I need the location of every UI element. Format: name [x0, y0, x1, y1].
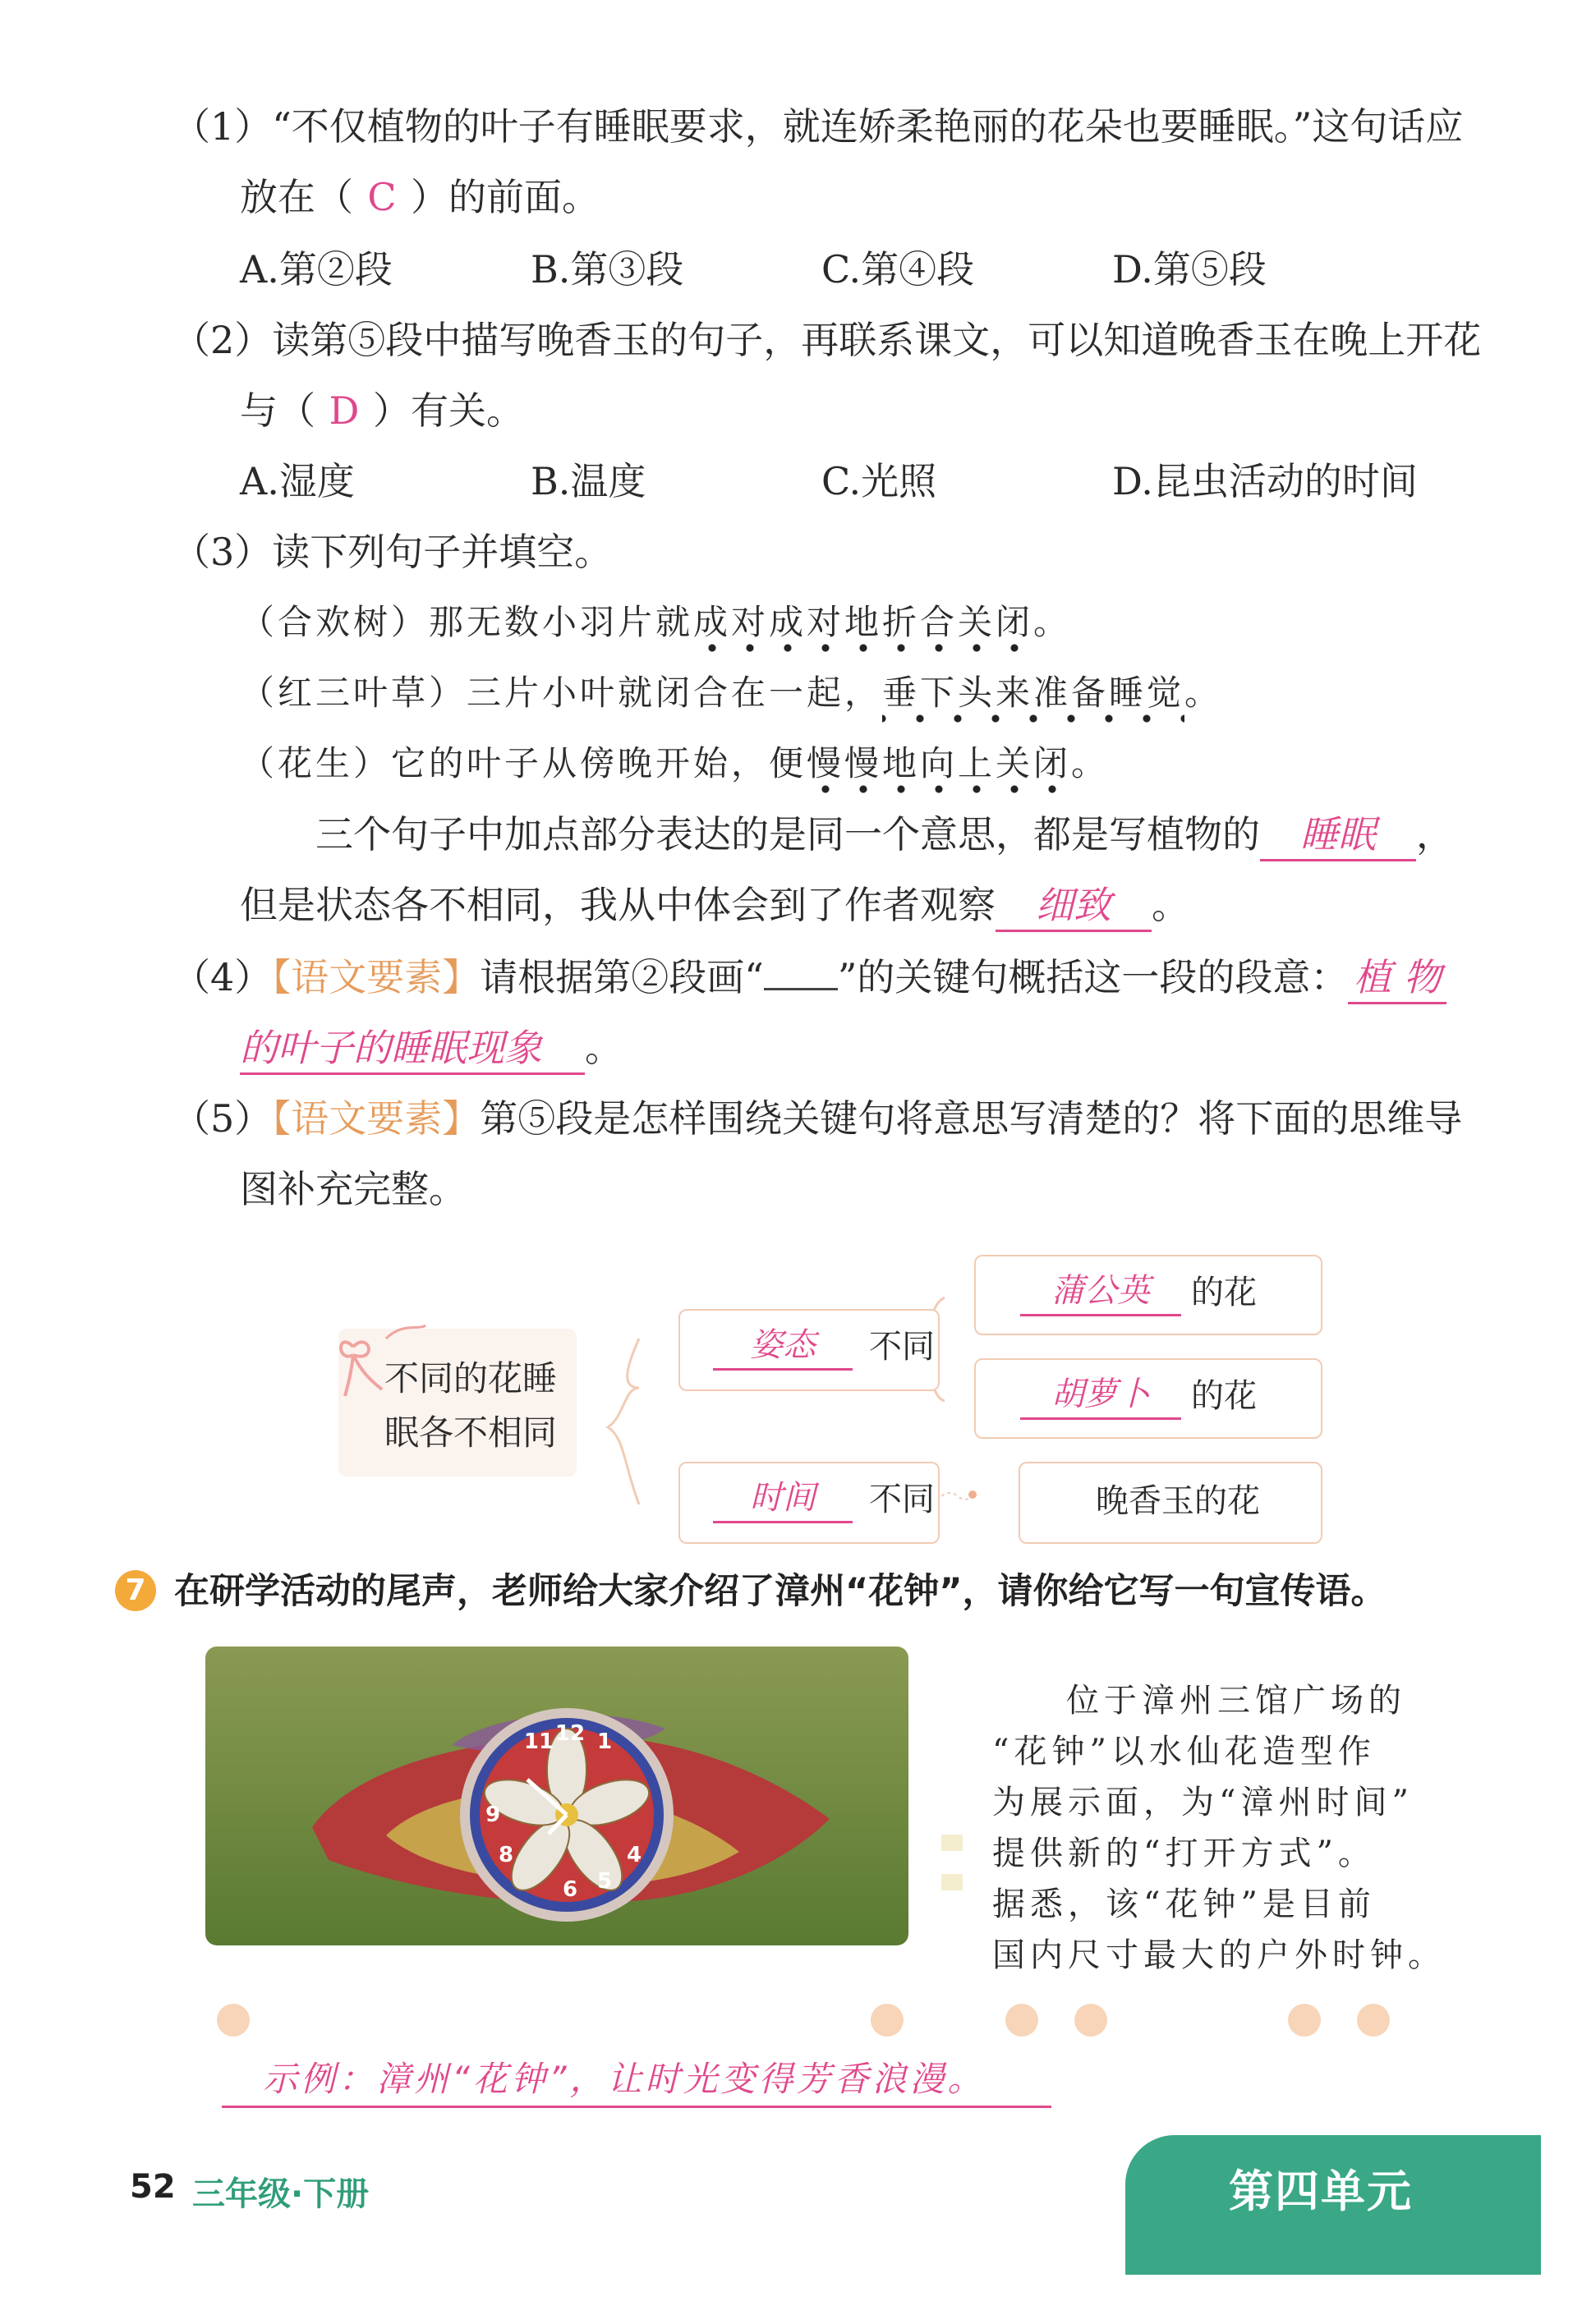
q1-text: “不仅植物的叶子有睡眠要求，就连娇柔艳丽的花朵也要睡眠。”这句话应 — [272, 104, 1464, 149]
decor-dot — [871, 2004, 904, 2037]
q3-fill-a-post: ， — [1416, 812, 1454, 857]
q1-text-post: ）的前面。 — [411, 175, 600, 219]
branch-1-suffix: 不同 — [869, 1328, 935, 1366]
q1-option-d: D.第⑤段 — [1112, 247, 1267, 292]
q1-option-a: A.第②段 — [240, 247, 393, 292]
clock-num-8: 8 — [498, 1843, 514, 1867]
q4-underline-mark — [764, 988, 838, 990]
branch-2-suffix: 不同 — [869, 1481, 935, 1518]
mindmap-branch-1 — [678, 1309, 940, 1391]
q3-number: （3） — [172, 530, 273, 574]
q5-number: （5） — [172, 1096, 273, 1141]
q3-sentence-3 — [240, 739, 1109, 788]
question-7-badge: 7 — [115, 1570, 156, 1611]
q3-fill-line-b — [240, 880, 1189, 932]
q2-number: （2） — [172, 318, 273, 362]
q3-s1-dotted: 成对成对地折合关闭 — [693, 602, 1033, 654]
grade-label: 三年级·下册 — [192, 2175, 370, 2213]
decor-dot — [1074, 2004, 1107, 2037]
clock-num-6: 6 — [562, 1877, 578, 1902]
q1-option-b: B.第③段 — [531, 247, 684, 292]
desc-line-4: 提供新的“打开方式”。 — [992, 1835, 1376, 1872]
page-number: 52 — [130, 2168, 176, 2206]
q4-answer-a: 植 物 — [1348, 953, 1446, 1004]
q7-prompt: 在研学活动的尾声，老师给大家介绍了漳州“花钟”，请你给它写一句宣传语。 — [174, 1571, 1387, 1612]
leaf-1-answer: 蒲公英 — [1020, 1268, 1181, 1316]
q3-s1-pre: （合欢树）那无数小羽片就 — [240, 602, 694, 642]
flower-clock-description — [992, 1675, 1446, 1981]
q5-line-b: 图补充完整。 — [240, 1167, 467, 1211]
q3-fill-line-a — [315, 810, 1454, 861]
q2-text: 读第⑤段中描写晚香玉的句子，再联系课文，可以知道晚香玉在晚上开花 — [272, 318, 1482, 362]
q3-fill-b-post: 。 — [1152, 883, 1189, 927]
q2-answer: D — [329, 388, 360, 433]
mindmap-leaf-3 — [1019, 1462, 1322, 1544]
mindmap-leaf-1 — [974, 1255, 1322, 1335]
mindmap-root-line1: 不同的花睡 — [384, 1358, 558, 1399]
q3-fill-a-text: 三个句子中加点部分表达的是同一个意思，都是写植物的 — [315, 812, 1260, 857]
leaf-2-answer: 胡萝卜 — [1020, 1371, 1181, 1420]
q3-s2-pre: （红三叶草）三片小叶就闭合在一起， — [240, 673, 883, 713]
mindmap-leaf-2 — [974, 1358, 1322, 1439]
branch-1-answer: 姿态 — [713, 1322, 853, 1371]
desc-line-2: “花钟”以水仙花造型作 — [992, 1733, 1376, 1771]
leaf-2-suffix: 的花 — [1191, 1377, 1257, 1415]
leaf-3-text: 晚香玉的花 — [1096, 1482, 1260, 1520]
clock-num-11: 11 — [523, 1729, 554, 1754]
q5-line-a — [172, 1094, 1462, 1143]
q5-text: 第⑤段是怎样围绕关键句将意思写清楚的？将下面的思维导 — [480, 1096, 1463, 1141]
q4-line-b — [240, 1023, 623, 1075]
flower-clock-photo — [205, 1647, 908, 1945]
q3-s3-post: 。 — [1071, 743, 1110, 783]
q3-sentence-2 — [240, 668, 1222, 718]
clock-num-9: 9 — [485, 1803, 501, 1827]
q1-answer: C — [367, 175, 397, 219]
clock-num-1: 1 — [596, 1729, 613, 1754]
mindmap-branch-2 — [678, 1462, 940, 1544]
unit-tab — [1125, 2135, 1541, 2275]
q3-fill-b-answer: 细致 — [996, 880, 1152, 932]
decor-mark — [941, 1835, 963, 1851]
q2-line-a — [172, 315, 1481, 365]
q2-text-pre: 与（ — [240, 388, 315, 433]
q1-option-c: C.第④段 — [821, 247, 975, 292]
mindmap-root-line2: 眠各不相同 — [384, 1412, 558, 1453]
q4-answer-b: 的叶子的睡眠现象 — [240, 1023, 585, 1075]
q1-text-pre: 放在（ — [240, 175, 353, 219]
q3-s3-dotted: 慢慢地向上关闭 — [807, 743, 1071, 795]
clock-num-12: 12 — [554, 1721, 586, 1746]
q7-answer: 示例：漳州“花钟”，让时光变得芳香浪漫。 — [222, 2053, 1051, 2108]
q3-title: 读下列句子并填空。 — [272, 530, 613, 574]
decor-mark — [941, 1874, 963, 1890]
q2-line-b — [240, 386, 524, 435]
q3-s2-dotted: 垂下头来准备睡觉 — [882, 673, 1184, 724]
q3-s1-post: 。 — [1033, 602, 1072, 642]
q1-number: （1） — [172, 104, 273, 149]
decor-dot — [1357, 2004, 1390, 2037]
q1-line-a — [172, 102, 1463, 151]
ribbon-icon — [329, 1314, 427, 1404]
desc-line-5: 据悉，该“花钟”是目前 — [992, 1885, 1376, 1923]
q4-end: 。 — [585, 1026, 623, 1070]
q4-line-a — [172, 953, 1446, 1004]
desc-line-3: 为展示面，为“漳州时间” — [992, 1784, 1414, 1821]
q3-s2-post: 。 — [1184, 673, 1223, 713]
q2-option-b: B.温度 — [531, 459, 646, 503]
q3-s3-pre: （花生）它的叶子从傍晚开始，便 — [240, 743, 807, 783]
q2-option-d: D.昆虫活动的时间 — [1112, 459, 1418, 503]
q5-tag: 【语文要素】 — [272, 1096, 481, 1141]
q2-option-c: C.光照 — [821, 459, 937, 503]
q3-fill-a-answer: 睡眠 — [1260, 810, 1416, 861]
desc-line-6: 国内尺寸最大的户外时钟。 — [992, 1936, 1446, 1974]
desc-line-1: 位于漳州三馆广场的 — [1066, 1682, 1406, 1720]
q2-text-post: ）有关。 — [373, 388, 524, 433]
q4-text-pre: 请根据第②段画“ — [480, 955, 764, 999]
q4-tag: 【语文要素】 — [272, 955, 481, 999]
q4-text-mid: ”的关键句概括这一段的段意： — [837, 955, 1349, 999]
q4-number: （4） — [172, 955, 273, 999]
branch-2-answer: 时间 — [713, 1475, 853, 1523]
decor-dot — [217, 2004, 250, 2037]
q3-sentence-1 — [240, 598, 1071, 647]
connector-flower-icon — [941, 1478, 977, 1511]
unit-label: 第四单元 — [1229, 2166, 1413, 2217]
decor-dot — [1288, 2004, 1321, 2037]
q2-option-a: A.湿度 — [240, 459, 355, 503]
leaf-1-suffix: 的花 — [1191, 1274, 1257, 1311]
q3-fill-b-text: 但是状态各不相同，我从中体会到了作者观察 — [240, 883, 996, 927]
clock-num-5: 5 — [596, 1869, 613, 1894]
decor-dot — [1005, 2004, 1038, 2037]
q1-line-b — [240, 172, 600, 222]
clock-num-4: 4 — [626, 1843, 642, 1867]
q3-title-line — [172, 527, 612, 576]
